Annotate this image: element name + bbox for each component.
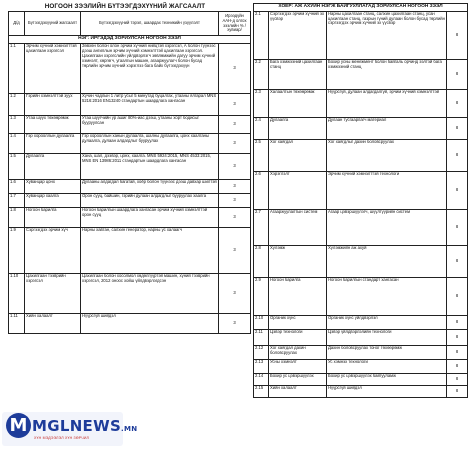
document-title: НОГООН ЗЭЭЛИЙН БҮТЭЭГДЭХҮҮНИЙ ЖАГСААЛТ	[44, 3, 206, 10]
row-number: 2.13	[254, 360, 269, 374]
table-row	[254, 172, 468, 210]
product-name: Хэрэглэлт	[269, 172, 327, 210]
row-number: 1.10	[9, 274, 25, 314]
table-row	[254, 386, 468, 398]
row-number: 2.14	[254, 374, 269, 386]
row-number: 2.5	[254, 140, 269, 172]
product-name: Хийн халаалт	[269, 386, 327, 398]
right-product-table	[253, 3, 468, 398]
product-name: Хог хаягдал дахин боловсруулах	[269, 346, 327, 360]
table-row	[9, 180, 251, 194]
loan-share: 3	[219, 314, 251, 334]
product-name: Гэр хорооллын дулаалга	[25, 134, 81, 154]
table-row	[9, 116, 251, 134]
loan-share: 3	[219, 274, 251, 314]
product-spec: Ногоон барилгын шаардлага хангасан эрчим хүчний хэмнэлттэй орон сууц	[81, 208, 219, 228]
section-heading: ХОЁР: АЖ АХУЙН НЭГЖ БАЙГУУЛЛАГАД ЗОРИУЛСАН НОГООН ЗЭЭЛ	[254, 4, 468, 12]
row-number: 1.7	[9, 194, 25, 208]
loan-share: 8	[447, 278, 468, 316]
loan-share: 8	[447, 90, 468, 118]
loan-share: 8	[447, 386, 468, 398]
row-number: 2.3	[254, 90, 269, 118]
left-table-body	[9, 36, 251, 334]
table-row	[9, 194, 251, 208]
row-number: 1.4	[9, 134, 25, 154]
row-number: 2.6	[254, 172, 269, 210]
loan-share: 8	[447, 118, 468, 140]
table-row	[254, 278, 468, 316]
loan-share: 3	[219, 180, 251, 194]
table-row	[254, 90, 468, 118]
row-number: 1.3	[9, 116, 25, 134]
right-table-body	[254, 4, 468, 398]
loan-share: 3	[219, 208, 251, 228]
col-header-product: Бүтээгдэхүүний жагсаалт	[25, 12, 81, 36]
product-spec: Нүүрсгүй шийдэл	[81, 314, 219, 334]
logo-badge-icon: M	[6, 413, 31, 438]
product-spec: Нарны цахилгаан станц, салхин цахилгаан станц, усан цахилгаан станц, газрын гүний дулаан болон бусад төрлийн сэргээгдэх эрчим хүчний эх үүсвэр	[327, 12, 447, 60]
loan-share: 8	[447, 330, 468, 346]
loan-share: 3	[219, 116, 251, 134]
loan-share: 8	[447, 140, 468, 172]
product-spec: Нүүрсгүй шийдэл	[327, 386, 447, 398]
product-name: Халаалтын төхөөрөмж	[269, 90, 327, 118]
product-name: Дулаалга	[269, 118, 327, 140]
table-row	[254, 360, 468, 374]
logo-tagline: ХҮН МЭДЭЭЛЭЛ ХҮН ЗӨРЧИЛ	[34, 436, 90, 440]
loan-share: 8	[447, 60, 468, 90]
loan-share: 3	[219, 194, 251, 208]
loan-share: 3	[219, 44, 251, 94]
product-name: Дулаалга	[25, 154, 81, 180]
product-name: Агааржуулалтын систем	[269, 210, 327, 246]
product-spec: Утаа шүүгчийн үр ашиг 80%-иас дээш, утааны хорт бодисыг бууруулсан	[81, 116, 219, 134]
product-spec: Дулаан тусгаарлагч материал	[327, 118, 447, 140]
product-spec: Орон сууц, байшин, гэрийн дулаан алдагдлыг бууруулах хаалга	[81, 194, 219, 208]
product-name: Сэргээгдэх эрчим хүч	[25, 228, 81, 274]
row-number: 2.12	[254, 346, 269, 360]
left-product-table	[8, 11, 251, 334]
row-number: 2.1	[254, 12, 269, 60]
row-number: 2.7	[254, 210, 269, 246]
product-name: Хуванцар цонх	[25, 180, 81, 194]
row-number: 1.8	[9, 208, 25, 228]
loan-share: 8	[447, 360, 468, 374]
table-row	[254, 210, 468, 246]
row-number: 2.8	[254, 246, 269, 278]
row-number: 1.1	[9, 44, 25, 94]
product-spec: Хүлэмжийн аж ахуй	[327, 246, 447, 278]
table-row	[9, 134, 251, 154]
table-row	[9, 94, 251, 116]
table-row	[254, 316, 468, 330]
table-row	[254, 60, 468, 90]
row-number: 1.9	[9, 228, 25, 274]
row-number: 2.2	[254, 60, 269, 90]
table-row	[9, 314, 251, 334]
row-number: 1.5	[9, 154, 25, 180]
product-name: Цэвэр технологи	[269, 330, 327, 346]
product-spec: Дулааны алдагдал багатай, хоёр болон түүнээс дээш давхар шилтэй	[81, 180, 219, 194]
table-row	[9, 154, 251, 180]
product-spec: Ус хэмнэх технологи	[327, 360, 447, 374]
table-row	[254, 246, 468, 278]
product-spec: Хүчин чадлын 1 литр усыг 5 минутад буцалгах, утааны ялгарал MNS 5216:2016 EN13240 стандартын шаардлага хангасан	[81, 94, 219, 116]
col-header-share: Ирээдүйн ААН-д олгох зээлийн % / хувиар/	[219, 12, 251, 36]
row-number: 2.10	[254, 316, 269, 330]
table-row	[254, 118, 468, 140]
product-name: Хуванцар хаалга	[25, 194, 81, 208]
product-name: Гэрийн хэмнэлттэй зуух	[25, 94, 81, 116]
loan-share: 3	[219, 154, 251, 180]
product-spec: Хог хаягдлыг дахин боловсруулах	[327, 140, 447, 172]
product-name: Органик хүнс	[269, 316, 327, 330]
product-spec: Эрчим хүчний хэмнэлттэй технологи	[327, 172, 447, 210]
product-name: Сэргээгдэх эрчим хүчний эх үүсвэр	[269, 12, 327, 60]
row-number: 2.11	[254, 330, 269, 346]
loan-share: 3	[219, 134, 251, 154]
product-spec: Ногоон барилгын стандарт хангасан	[327, 278, 447, 316]
product-spec: Органик хүнс үйлдвэрлэл	[327, 316, 447, 330]
loan-share: 8	[447, 346, 468, 360]
product-spec: Цэвэр үйлдвэрлэлийн технологи	[327, 330, 447, 346]
loan-share: 3	[219, 94, 251, 116]
product-spec: Нүүрсгүй, дулаан алдагдалгүй, эрчим хүчний хэмнэлттэй	[327, 90, 447, 118]
table-row	[254, 12, 468, 60]
product-name: Эрчим хүчний хэмнэлттэй цахилгаан хэрэгсэл	[25, 44, 81, 94]
row-number: 2.9	[254, 278, 269, 316]
mglnews-logo	[2, 406, 138, 448]
col-header-no: Д/д	[9, 12, 25, 36]
table-row	[9, 44, 251, 94]
loan-share: 3	[219, 228, 251, 274]
product-spec: Зөвхөн болон олон эрчим хүчний нийцтэй хэрэгсэл, А болон түүнээс дээш ангиллын эрчим хүчний хэмнэлттэй цахилгаан хэрэгсэл. Цахилгаан хэрэгслийн үйлдвэрлэгч зөвлөмжийн дагуу эрчим хүчний хэмнэлт, хөргөгч, угаалгын машин, агааржуулагч болон бусад төрлийн эрчим хүчний хэрэглээ бага байх бүтээгдэхүүн	[81, 44, 219, 94]
table-row	[254, 346, 468, 360]
product-name: Цахилгаан тээврийн хэрэгсэл	[25, 274, 81, 314]
loan-share: 8	[447, 316, 468, 330]
table-row	[254, 140, 468, 172]
row-number: 2.15	[254, 386, 269, 398]
product-name: Утаа шүүх төхөөрөмж	[25, 116, 81, 134]
product-name: Ногоон барилга	[25, 208, 81, 228]
row-number: 1.6	[9, 180, 25, 194]
col-header-spec: Бүтээгдэхүүний тэрэл, шаардах техникийн үзүүлэлт	[81, 12, 219, 36]
product-spec: Хана, шал, дээвэр, цонх, хаалга. MNS 5924:2015, MNS 4533:2015, MNS EN 13986:2011 стандартын шаардлага хангасан	[81, 154, 219, 180]
product-name: Хог хаягдал	[269, 140, 327, 172]
logo-wordmark: MGLNEWS.MN	[32, 417, 138, 435]
loan-share: 8	[447, 12, 468, 60]
loan-share: 8	[447, 246, 468, 278]
product-name: Усны хэмнэлт	[269, 360, 327, 374]
section-heading: НЭГ: ИРГЭДЭД ЗОРИУЛСАН НОГООН ЗЭЭЛ	[9, 36, 251, 44]
row-number: 2.4	[254, 118, 269, 140]
product-name: Бага хэмжээний цахилгаан станц	[269, 60, 327, 90]
product-name: Ногоон барилга	[269, 278, 327, 316]
row-number: 1.11	[9, 314, 25, 334]
product-name: Бохир ус цэвэршүүлэх	[269, 374, 327, 386]
product-spec: Гэр хорооллын ханын дулаалга, шалны дулаалга, цонх хаалганы дулаалга, дулаан алдагдлыг бууруулах	[81, 134, 219, 154]
table-row	[254, 330, 468, 346]
loan-share: 8	[447, 374, 468, 386]
loan-share: 8	[447, 210, 468, 246]
product-name: Хийн халаалт	[25, 314, 81, 334]
loan-share: 8	[447, 172, 468, 210]
table-row	[9, 274, 251, 314]
product-spec: Бохир ус цэвэршүүлэх байгууламж	[327, 374, 447, 386]
table-row	[254, 374, 468, 386]
product-spec: Дахин боловсруулах тоног төхөөрөмж	[327, 346, 447, 360]
product-spec: Агаар цэвэршүүлэгч, шүүлтүүрийн систем	[327, 210, 447, 246]
product-spec: Цахилгаан болон хосолмол хөдөлгүүртэй машин, хүний тээврийн хэрэгсэл, 2012 оноос хойш үйлдвэрлэгдсэн	[81, 274, 219, 314]
table-row	[9, 228, 251, 274]
product-spec: Нарны хавтан, салхин генератор, нарны ус халаагч	[81, 228, 219, 274]
row-number: 1.2	[9, 94, 25, 116]
product-name: Хүлэмж	[269, 246, 327, 278]
table-row	[9, 208, 251, 228]
product-spec: Бохир усны менежмент болон байгаль орчинд ээлтэй бага хэмжээний станц	[327, 60, 447, 90]
